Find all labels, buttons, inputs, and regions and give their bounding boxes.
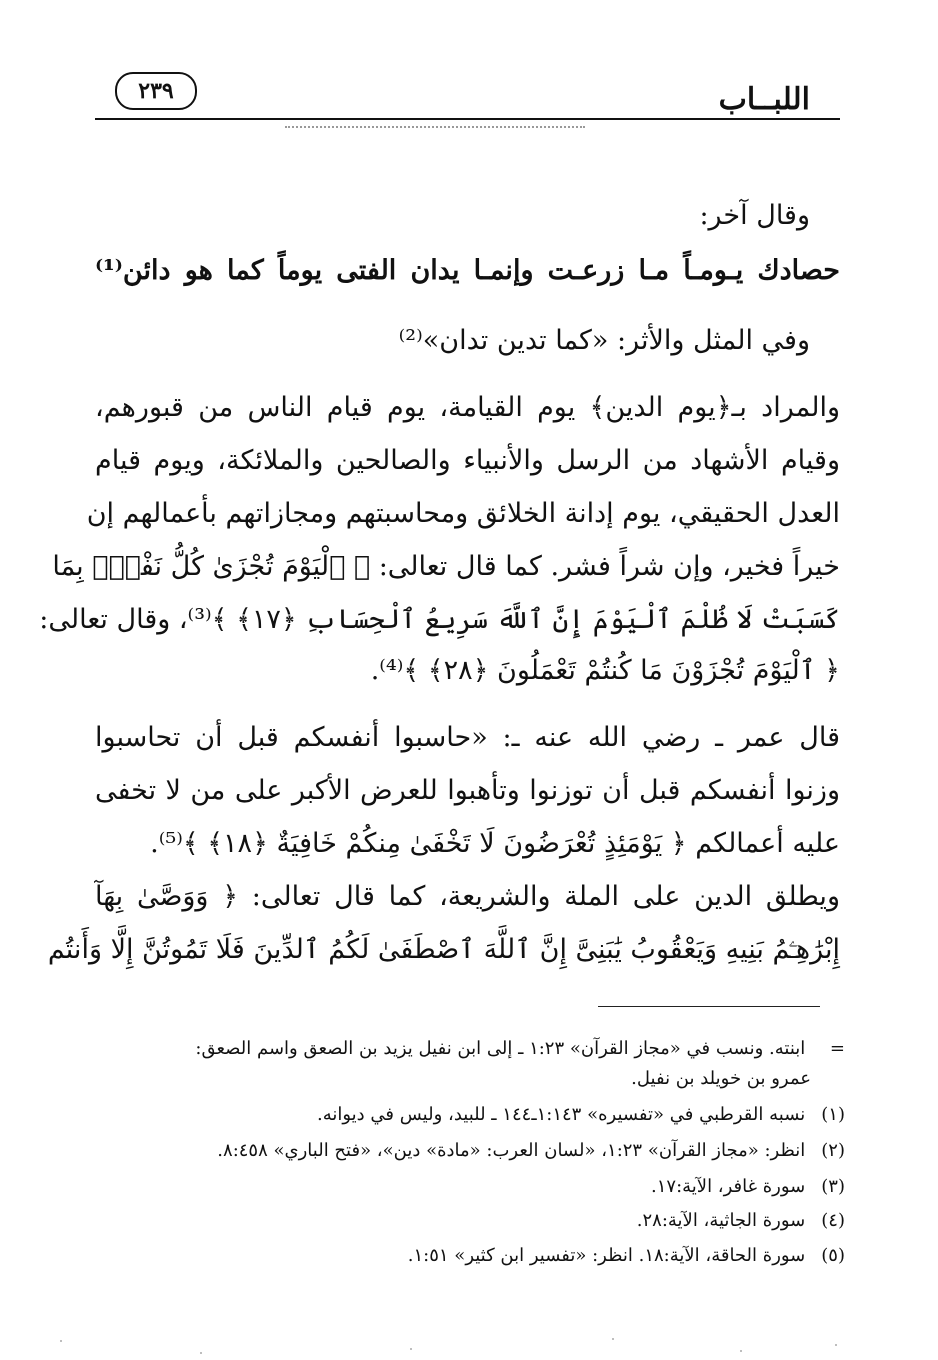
footnote-separator (598, 1006, 820, 1007)
scan-speck (60, 1340, 62, 1342)
footnote: عمرو بن خويلد بن نفيل. (631, 1068, 811, 1089)
text-line: وفي المثل والأثر: «كما تدين تدان»⁽²⁾ (398, 325, 810, 356)
footnote: (٣) سورة غافر، الآية:١٧. (651, 1176, 845, 1197)
text-line: والمراد بـ﴿يوم الدين﴾ يوم القيامة، يوم قيام الناس من قبورهم، (95, 392, 840, 423)
text-line: وقال آخر: (699, 200, 810, 231)
scan-speck (835, 1344, 837, 1346)
poetry-verse: حصادك يـومـاً مـا زرعـت وإنمـا يدان الفتى يوماً كما هو دائن⁽¹⁾ (95, 255, 840, 286)
scan-speck (612, 1338, 614, 1340)
footnote: (٥) سورة الحاقة، الآية:١٨. انظر: «تفسير ابن كثير» ١:٥١. (407, 1245, 845, 1266)
text-line: ويطلق الدين على الملة والشريعة، كما قال تعالى: ﴿ وَوَصَّىٰ بِهَآ (95, 881, 840, 912)
footnote: = ابنته. ونسب في «مجاز القرآن» ١:٢٣ ـ إلى ابن نفيل يزيد بن الصعق واسم الصعق: (195, 1038, 845, 1059)
header-dotted-rule (285, 126, 585, 128)
text-line: إِبْرَٰهِـۧمُ بَنِيهِ وَيَعْقُوبُ يَٰبَنِىَّ إِنَّ ٱللَّهَ ٱصْطَفَىٰ لَكُمُ ٱلدِّينَ فَلَا تَمُوتُنَّ إِلَّا وَأَنتُم (47, 934, 840, 965)
text-line: العدل الحقيقي، يوم إدانة الخلائق ومحاسبتهم ومجازاتهم بأعمالهم إن (86, 498, 840, 529)
text-line: وقيام الأشهاد من الرسل والأنبياء والصالحين والملائكة، ويوم قيام (95, 445, 840, 476)
footnote: (١) نسبه القرطبي في «تفسيره» ١:١٤٣ـ١٤٤ ـ للبيد، وليس في ديوانه. (316, 1104, 845, 1125)
footnote: (٢) انظر: «مجاز القرآن» ١:٢٣، «لسان العرب: «مادة» دين»، «فتح الباري» ٨:٤٥٨. (217, 1140, 845, 1161)
scan-speck (200, 1352, 202, 1354)
scan-speck (740, 1350, 742, 1352)
page-number: ٢٣٩ (138, 78, 174, 104)
text-line: ﴿ ٱلْيَوْمَ تُجْزَوْنَ مَا كُنتُمْ تَعْمَلُونَ ﴿٢٨﴾ ﴾⁽⁴⁾. (370, 655, 840, 686)
page-header (95, 70, 840, 130)
page-number-badge (115, 72, 197, 110)
header-rule (95, 118, 840, 120)
footnote: (٤) سورة الجاثية، الآية:٢٨. (636, 1210, 845, 1231)
text-line: كَسَبَتْ لَا ظُلْمَ ٱلْيَوْمَ إِنَّ ٱللَّهَ سَرِيعُ ٱلْحِسَابِ ﴿١٧﴾ ﴾⁽³⁾، وقال تعالى: (39, 604, 840, 635)
text-line: قال عمر ـ رضي الله عنه ـ: «حاسبوا أنفسكم قبل أن تحاسبوا (95, 722, 840, 753)
scan-speck (410, 1348, 412, 1350)
text-line: عليه أعمالكم ﴿ يَوْمَئِذٍ تُعْرَضُونَ لَا تَخْفَىٰ مِنكُمْ خَافِيَةٌ ﴿١٨﴾ ﴾⁽⁵⁾. (150, 828, 840, 859)
text-line: خيراً فخير، وإن شراً فشر. كما قال تعالى: ﴿ ٱلْيَوْمَ تُجْزَىٰ كُلُّ نَفْسٍۭ بِمَا (52, 551, 840, 582)
text-line: وزنوا أنفسكم قبل أن توزنوا وتأهبوا للعرض الأكبر على من لا تخفى (95, 775, 840, 806)
book-title: اللبــاب (718, 82, 810, 117)
